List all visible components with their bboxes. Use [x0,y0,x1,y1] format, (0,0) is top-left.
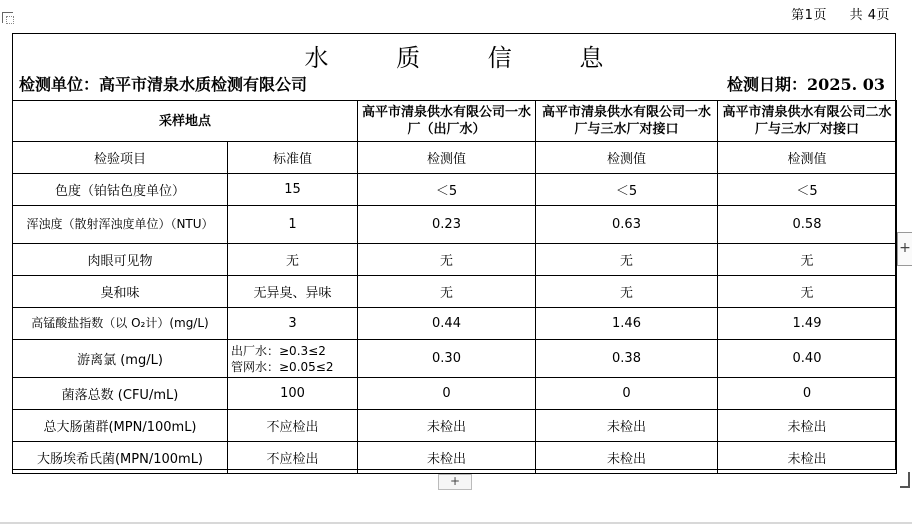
standard-cell[interactable]: 无异臭、异味 [228,276,358,308]
standard-line: 管网水：≥0.05≤2 [231,359,334,374]
standard-cell[interactable] [228,340,358,378]
value-cell[interactable]: 无 [536,244,718,276]
col-header-value[interactable]: 检测值 [718,142,897,174]
value-cell[interactable]: 0 [718,378,897,410]
col-header-value[interactable]: 检测值 [358,142,536,174]
value-cell[interactable]: 无 [358,244,536,276]
value-cell[interactable]: 0.63 [536,206,718,244]
page-number: 第1页 [791,8,827,23]
testing-unit: 检测单位：高平市清泉水质检测有限公司 [19,75,308,94]
value-cell[interactable]: 无 [536,276,718,308]
value-cell[interactable]: 无 [718,244,897,276]
value-cell[interactable]: 0.40 [718,340,897,378]
site-2[interactable]: 高平市清泉供水有限公司一水厂与三水厂对接口 [536,101,718,142]
table-row [13,276,897,308]
item-cell[interactable]: 总大肠菌群(MPN/100mL) [13,410,228,442]
insert-column-icon[interactable]: + [897,232,912,266]
item-cell[interactable]: 肉眼可见物 [13,244,228,276]
table-row [13,410,897,442]
value-cell[interactable]: 未检出 [718,410,897,442]
table-row [13,442,897,474]
value-cell[interactable]: 1.49 [718,308,897,340]
standard-cell[interactable]: 不应检出 [228,442,358,474]
standard-cell[interactable]: 无 [228,244,358,276]
water-quality-table [12,100,897,474]
value-cell[interactable]: 0.30 [358,340,536,378]
value-cell[interactable]: 无 [358,276,536,308]
standard-cell[interactable]: 3 [228,308,358,340]
table-resize-handle-icon[interactable] [900,472,910,488]
value-cell[interactable]: ＜5 [536,174,718,206]
add-row-button[interactable]: + [438,474,472,490]
item-cell[interactable]: 色度（铂钴色度单位） [13,174,228,206]
value-cell[interactable]: ＜5 [718,174,897,206]
standard-cell[interactable]: 15 [228,174,358,206]
item-cell[interactable]: 高锰酸盐指数（以 O₂计）(mg/L) [13,308,228,340]
col-header-standard[interactable]: 标准值 [228,142,358,174]
site-3[interactable]: 高平市清泉供水有限公司二水厂与三水厂对接口 [718,101,897,142]
table-row [13,206,897,244]
site-header[interactable]: 采样地点 [13,101,358,142]
value-cell[interactable]: 未检出 [536,442,718,474]
value-cell[interactable]: 0.38 [536,340,718,378]
value-cell[interactable]: 0.44 [358,308,536,340]
standard-cell[interactable]: 不应检出 [228,410,358,442]
document-title: 水 质 信 息 [304,44,634,72]
table-row [13,244,897,276]
table-row [13,378,897,410]
value-cell[interactable]: 未检出 [536,410,718,442]
table-move-handle-icon[interactable] [2,12,13,23]
table-row [13,142,897,174]
value-cell[interactable]: 1.46 [536,308,718,340]
testing-date: 检测日期：2025. 03 [727,75,885,94]
standard-cell[interactable]: 1 [228,206,358,244]
item-cell[interactable]: 菌落总数 (CFU/mL) [13,378,228,410]
value-cell[interactable]: 未检出 [718,442,897,474]
value-cell[interactable]: 0 [536,378,718,410]
value-cell[interactable]: 0 [358,378,536,410]
standard-line: 出厂水：≥0.3≤2 [231,343,326,358]
page-total: 共 4页 [849,8,890,23]
item-cell[interactable]: 浑浊度（散射浑浊度单位）（NTU） [13,206,228,244]
value-cell[interactable]: 0.23 [358,206,536,244]
col-header-item[interactable]: 检验项目 [13,142,228,174]
col-header-value[interactable]: 检测值 [536,142,718,174]
item-cell[interactable]: 大肠埃希氏菌(MPN/100mL) [13,442,228,474]
standard-cell[interactable]: 100 [228,378,358,410]
value-cell[interactable]: ＜5 [358,174,536,206]
value-cell[interactable]: 未检出 [358,410,536,442]
page-info [773,4,890,23]
value-cell[interactable]: 0.58 [718,206,897,244]
table-row [13,308,897,340]
value-cell[interactable]: 未检出 [358,442,536,474]
site-1[interactable]: 高平市清泉供水有限公司一水厂（出厂水） [358,101,536,142]
table-row [13,340,897,378]
item-cell[interactable]: 臭和味 [13,276,228,308]
table-row [13,101,897,142]
item-cell[interactable]: 游离氯 (mg/L) [13,340,228,378]
table-row [13,174,897,206]
value-cell[interactable]: 无 [718,276,897,308]
